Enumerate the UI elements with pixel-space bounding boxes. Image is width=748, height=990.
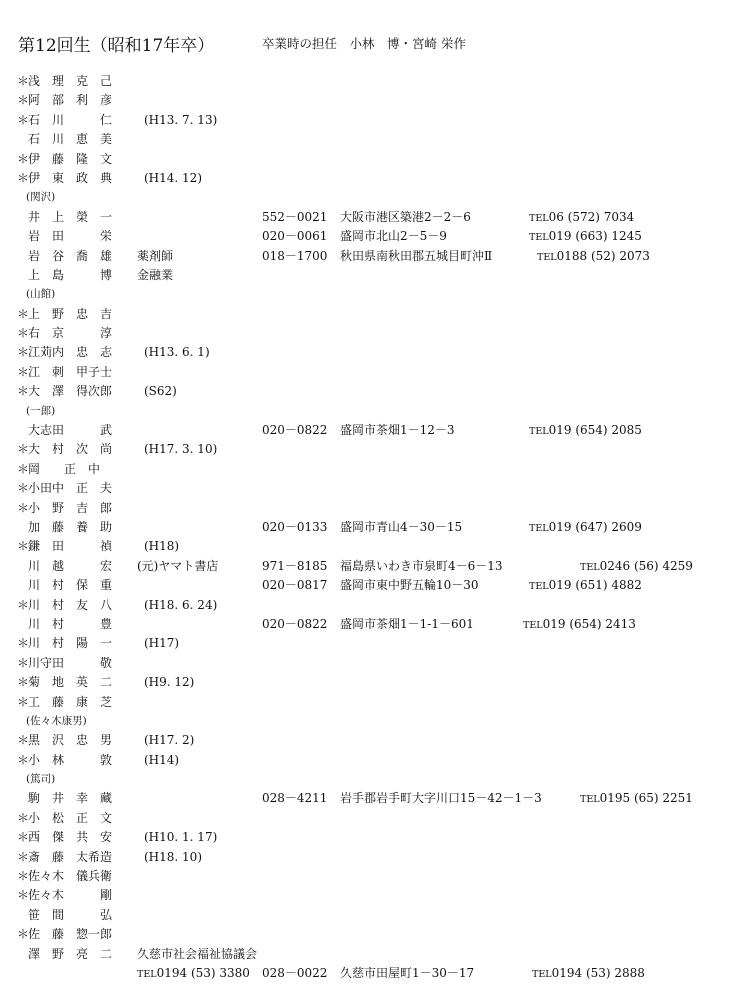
death-date: (H9. 12) [144, 675, 195, 690]
member-name: 川 村 友 八 [28, 597, 113, 612]
death-date: (H18) [144, 539, 180, 554]
table-row [0, 169, 748, 188]
occupation: (元)ヤマト書店 [137, 558, 219, 573]
member-name: 江 刺 甲子士 [28, 364, 113, 379]
member-name: 斎 藤 太希造 [28, 849, 113, 864]
deceased-mark: ＊ [17, 461, 30, 476]
address: 秋田県南秋田郡五城目町沖Ⅱ [340, 248, 493, 263]
table-row [0, 343, 748, 362]
phone-value: 019 (651) 4882 [548, 578, 642, 593]
alumni-roster [0, 72, 748, 983]
phone-value: 0194 (53) 2888 [551, 965, 645, 980]
member-name: 大 村 次 尚 [28, 442, 113, 457]
phone-number [529, 227, 642, 247]
phone-value: 019 (647) 2609 [548, 519, 642, 534]
member-name: 川 越 宏 [28, 558, 113, 573]
deceased-mark: ＊ [17, 93, 30, 108]
phone-value: 06 (572) 7034 [548, 209, 635, 224]
maiden-name: (篤司) [26, 773, 56, 786]
deceased-mark: ＊ [17, 810, 30, 825]
phone-number [529, 576, 642, 596]
member-name: 岩 田 栄 [28, 229, 113, 244]
phone-number [529, 518, 642, 538]
table-row [0, 91, 748, 110]
table-row [0, 867, 748, 886]
member-name: 岡 正 中 [28, 461, 101, 476]
maiden-name: (佐々木康男) [26, 714, 87, 727]
member-name: 川 村 陽 一 [28, 636, 113, 651]
deceased-mark: ＊ [17, 636, 30, 651]
member-name: 鎌 田 禎 [28, 539, 113, 554]
phone-value: 019 (654) 2085 [548, 423, 642, 438]
table-row [0, 499, 748, 518]
tel-label: TEL [532, 968, 552, 980]
address: 大阪市港区築港2－2－6 [340, 209, 471, 224]
member-name: 佐々木 儀兵衛 [28, 869, 113, 884]
deceased-mark: ＊ [17, 733, 30, 748]
table-row [0, 964, 748, 983]
deceased-mark: ＊ [17, 74, 30, 88]
table-row [0, 731, 748, 750]
address: 盛岡市東中野五輪10－30 [340, 578, 479, 593]
phone-number [529, 208, 634, 228]
table-row [0, 324, 748, 343]
maiden-name: (関沢) [26, 191, 56, 204]
address: 盛岡市北山2－5－9 [340, 229, 447, 244]
tel-label: TEL [529, 232, 549, 244]
death-date: (S62) [144, 384, 177, 399]
deceased-mark: ＊ [17, 888, 30, 903]
member-name: 佐 藤 惣一郎 [28, 927, 113, 942]
occupation: 金融業 [137, 267, 174, 282]
address: 福島県いわき市泉町4－6－13 [340, 558, 503, 573]
table-row [0, 634, 748, 653]
tel-label: TEL [529, 522, 549, 534]
member-name: 小 林 敦 [28, 752, 113, 767]
member-name: 菊 地 英 二 [28, 675, 113, 690]
deceased-mark: ＊ [17, 655, 30, 670]
table-row [0, 247, 748, 266]
member-name: 江苅内 忠 志 [28, 345, 113, 360]
deceased-mark: ＊ [17, 345, 30, 360]
table-row [0, 615, 748, 634]
death-date: (H10. 1. 17) [144, 830, 218, 845]
death-date: (H18. 6. 24) [144, 597, 218, 612]
phone-number [137, 964, 250, 984]
death-date: (H18. 10) [144, 849, 202, 864]
tel-label: TEL [137, 968, 157, 980]
table-row [0, 848, 748, 867]
address: 盛岡市茶畑1－1-1－601 [340, 616, 474, 631]
deceased-mark: ＊ [17, 384, 30, 399]
member-name: 西 傑 共 安 [28, 830, 113, 845]
member-name: 小田中 正 夫 [28, 481, 113, 496]
member-name: 川守田 敬 [28, 655, 113, 670]
phone-number [580, 789, 693, 809]
deceased-mark: ＊ [17, 539, 30, 554]
maiden-name: (山館) [26, 288, 56, 301]
table-row [0, 518, 748, 537]
table-row [0, 654, 748, 673]
member-name: 上 野 忠 吉 [28, 306, 113, 321]
phone-value: 0246 (56) 4259 [599, 558, 693, 573]
member-name: 大 澤 得次郎 [28, 384, 113, 399]
member-name: 笹 間 弘 [28, 907, 113, 922]
death-date: (H17. 3. 10) [144, 442, 218, 457]
member-name: 川 村 保 重 [28, 578, 113, 593]
postal-code: 020－0061 [262, 229, 328, 244]
occupation: 久慈市社会福祉協議会 [137, 946, 258, 961]
deceased-mark: ＊ [17, 752, 30, 767]
deceased-mark: ＊ [17, 830, 30, 845]
deceased-mark: ＊ [17, 481, 30, 496]
phone-value: 019 (663) 1245 [548, 229, 642, 244]
postal-code: 018－1700 [262, 248, 328, 263]
deceased-mark: ＊ [17, 306, 30, 321]
phone-value: 019 (654) 2413 [542, 616, 636, 631]
postal-code: 020－0822 [262, 616, 328, 631]
maiden-name-row [0, 712, 748, 731]
postal-code: 028－0022 [262, 965, 328, 980]
table-row [0, 557, 748, 576]
death-date: (H13. 6. 1) [144, 345, 210, 360]
member-name: 石 川 仁 [28, 112, 113, 127]
table-row [0, 576, 748, 595]
member-name: 佐々木 剛 [28, 888, 113, 903]
table-row [0, 111, 748, 130]
member-name: 川 村 豊 [28, 616, 113, 631]
tel-label: TEL [529, 426, 549, 438]
member-name: 澤 野 亮 二 [28, 946, 113, 961]
postal-code: 020－0822 [262, 423, 328, 438]
table-row [0, 537, 748, 556]
deceased-mark: ＊ [17, 364, 30, 379]
deceased-mark: ＊ [17, 170, 30, 185]
deceased-mark: ＊ [17, 442, 30, 457]
address: 盛岡市茶畑1－12－3 [340, 423, 455, 438]
phone-value: 0194 (53) 3380 [156, 965, 250, 980]
deceased-mark: ＊ [17, 151, 30, 166]
member-name: 駒 井 幸 藏 [28, 791, 113, 806]
member-name: 小 松 正 文 [28, 810, 113, 825]
address: 岩手郡岩手町大字川口15－42－1－3 [340, 791, 542, 806]
member-name: 伊 藤 隆 文 [28, 151, 113, 166]
table-row [0, 809, 748, 828]
table-row [0, 305, 748, 324]
member-name: 小 野 吉 郎 [28, 500, 113, 515]
table-row [0, 208, 748, 227]
table-row [0, 828, 748, 847]
table-row [0, 596, 748, 615]
maiden-name-row [0, 402, 748, 421]
member-name: 上 島 博 [28, 267, 113, 282]
maiden-name-row [0, 188, 748, 207]
member-name: 工 藤 康 芝 [28, 694, 113, 709]
tel-label: TEL [537, 251, 557, 263]
tel-label: TEL [580, 561, 600, 573]
phone-number [523, 615, 636, 635]
table-row [0, 460, 748, 479]
table-row [0, 227, 748, 246]
member-name: 伊 東 政 典 [28, 170, 113, 185]
table-row [0, 479, 748, 498]
table-row [0, 382, 748, 401]
deceased-mark: ＊ [17, 869, 30, 884]
page-title: 第12回生（昭和17年卒） [18, 36, 215, 56]
maiden-name-row [0, 770, 748, 789]
table-row [0, 440, 748, 459]
postal-code: 552－0021 [262, 209, 328, 224]
table-row [0, 363, 748, 382]
table-row [0, 266, 748, 285]
deceased-mark: ＊ [17, 112, 30, 127]
homeroom-teacher: 卒業時の担任 小林 博・宮崎 栄作 [262, 36, 466, 51]
member-name: 井 上 榮 一 [28, 209, 113, 224]
deceased-mark: ＊ [17, 694, 30, 709]
table-row [0, 751, 748, 770]
address: 久慈市田屋町1－30－17 [340, 965, 475, 980]
postal-code: 020－0133 [262, 519, 328, 534]
death-date: (H13. 7. 13) [144, 112, 218, 127]
tel-label: TEL [529, 581, 549, 593]
death-date: (H17. 2) [144, 733, 195, 748]
maiden-name-row [0, 285, 748, 304]
table-row [0, 906, 748, 925]
deceased-mark: ＊ [17, 326, 30, 341]
death-date: (H14) [144, 752, 180, 767]
tel-label: TEL [529, 212, 549, 224]
table-row [0, 693, 748, 712]
tel-label: TEL [580, 794, 600, 806]
deceased-mark: ＊ [17, 675, 30, 690]
phone-number [529, 421, 642, 441]
member-name: 加 藤 養 助 [28, 519, 113, 534]
table-row [0, 886, 748, 905]
member-name: 右 京 淳 [28, 326, 113, 341]
table-row [0, 925, 748, 944]
postal-code: 020－0817 [262, 578, 328, 593]
member-name: 黒 沢 忠 男 [28, 733, 113, 748]
member-name: 石 川 恵 美 [28, 132, 113, 147]
table-row [0, 421, 748, 440]
phone-number [580, 557, 693, 577]
member-name: 阿 部 利 彦 [28, 93, 113, 108]
deceased-mark: ＊ [17, 849, 30, 864]
tel-label: TEL [523, 619, 543, 631]
phone-number [537, 247, 650, 267]
table-row [0, 945, 748, 964]
member-name: 大志田 武 [28, 423, 113, 438]
table-row [0, 789, 748, 808]
phone-number [532, 964, 645, 984]
table-row [0, 673, 748, 692]
table-row [0, 150, 748, 169]
member-name: 浅 理 克 己 [28, 74, 113, 88]
occupation: 薬剤師 [137, 248, 174, 263]
deceased-mark: ＊ [17, 597, 30, 612]
deceased-mark: ＊ [17, 500, 30, 515]
deceased-mark: ＊ [17, 927, 30, 942]
phone-value: 0195 (65) 2251 [599, 791, 693, 806]
postal-code: 971－8185 [262, 558, 328, 573]
phone-value: 0188 (52) 2073 [556, 248, 650, 263]
table-row [0, 72, 748, 91]
member-name: 岩 谷 喬 雄 [28, 248, 113, 263]
table-row [0, 130, 748, 149]
maiden-name: (一郎) [26, 404, 56, 417]
address: 盛岡市青山4－30－15 [340, 519, 463, 534]
death-date: (H14. 12) [144, 170, 202, 185]
postal-code: 028－4211 [262, 791, 328, 806]
death-date: (H17) [144, 636, 180, 651]
